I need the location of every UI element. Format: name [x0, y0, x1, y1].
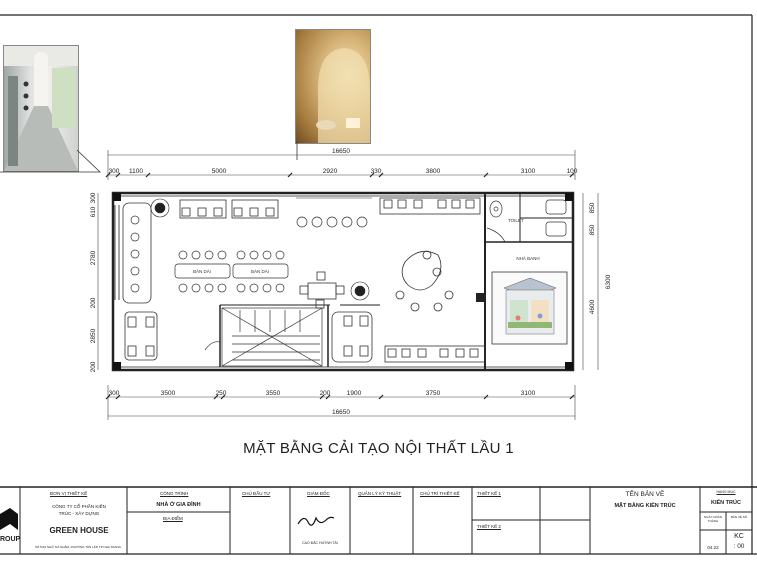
company-line2: TRÚC - XÂY DỰNG: [58, 511, 100, 516]
dia-diem-label: ĐỊA ĐIỂM: [163, 516, 183, 521]
company-address: SỐ 5/19 NGÔ THÌ NHẬM, PHƯỜNG TÂN LẬP, TP NHA TRANG: [35, 545, 121, 549]
hang-muc-label: HẠNG MỤC: [716, 490, 736, 494]
dim-bottom-total: 16650: [331, 409, 351, 416]
nha-banh-label: NHÀ BANH: [516, 256, 540, 261]
dim-left-1: 610: [90, 206, 97, 218]
date-value: 04.22: [707, 545, 719, 550]
ban-dai-label-1: BÀN DÀI: [192, 269, 212, 274]
dim-left-4: 200: [90, 297, 97, 309]
number-value: : 00: [733, 543, 745, 550]
company-logo-icon: [0, 508, 18, 530]
logo-text: ROUP: [0, 536, 21, 543]
hang-muc-value: KIẾN TRÚC: [711, 500, 741, 506]
thiet-ke-2: THIẾT KẾ 2: [477, 524, 501, 529]
dim-right-outer: 6300: [605, 274, 612, 290]
dim-top-8: 100: [566, 168, 578, 175]
dim-top-2: 1100: [129, 168, 143, 175]
dim-right-1: 850: [589, 202, 596, 214]
dim-left-2: 300: [90, 192, 97, 204]
ban-ve-so-label: BẢN VẼ SỐ: [730, 515, 748, 519]
dim-bottom-6: 1900: [346, 390, 362, 397]
chu-tri-label: CHỦ TRÌ THIẾT KẾ: [420, 491, 460, 496]
company-name: GREEN HOUSE: [49, 526, 109, 535]
dim-left-5: 2850: [90, 328, 97, 344]
ban-dai-label-2: BÀN DÀI: [250, 269, 270, 274]
giam-doc-name: CAO ĐẮC HUỲNH TÀI: [302, 541, 338, 545]
dim-right-3: 4600: [589, 299, 596, 315]
dim-top-5: 330: [370, 168, 382, 175]
dim-top-6: 3800: [425, 168, 441, 175]
toilet-label: TOILET: [508, 218, 524, 223]
thiet-ke-1: THIẾT KẾ 1: [477, 491, 501, 496]
cong-trinh-value: NHÀ Ở GIA ĐÌNH: [156, 502, 201, 508]
dim-left-3: 2780: [90, 250, 97, 266]
dim-top-7: 3100: [520, 168, 536, 175]
dim-bottom-4: 3550: [265, 390, 281, 397]
dim-left-6: 200: [90, 361, 97, 373]
dim-bottom-7: 3750: [425, 390, 441, 397]
don-vi-label: ĐƠN VỊ THIẾT KẾ: [50, 491, 88, 496]
dim-top-3: 5000: [211, 168, 227, 175]
ten-ban-ve-value: MẶT BẰNG KIẾN TRÚC: [614, 503, 676, 509]
drawing-title: MẶT BẰNG CẢI TẠO NỘI THẤT LẦU 1: [243, 440, 514, 457]
director-signature: [298, 517, 334, 525]
dim-top-total: 16650: [331, 148, 351, 155]
dim-bottom-3: 250: [215, 390, 227, 397]
dim-top-1: 300: [108, 168, 120, 175]
company-line1: CÔNG TY CỔ PHẦN KIẾN: [52, 504, 106, 509]
code-value: KC: [734, 533, 744, 540]
dim-bottom-1: 300: [108, 390, 120, 397]
dim-bottom-5: 200: [319, 390, 331, 397]
cong-trinh-label: CÔNG TRÌNH: [160, 491, 189, 496]
ngay-label: NGÀY HOÀN THÀNH: [704, 515, 722, 523]
giam-doc-label: GIÁM ĐỐC: [307, 491, 330, 496]
dim-top-4: 2920: [322, 168, 338, 175]
quan-ly-label: QUẢN LÝ KỸ THUẬT: [358, 491, 402, 496]
ten-ban-ve-label: TÊN BẢN VẼ: [625, 491, 665, 498]
dim-bottom-2: 3500: [160, 390, 176, 397]
dim-bottom-8: 3100: [520, 390, 536, 397]
chu-dau-tu-label: CHỦ ĐẦU TƯ: [242, 491, 271, 496]
dim-right-2: 850: [589, 224, 596, 236]
